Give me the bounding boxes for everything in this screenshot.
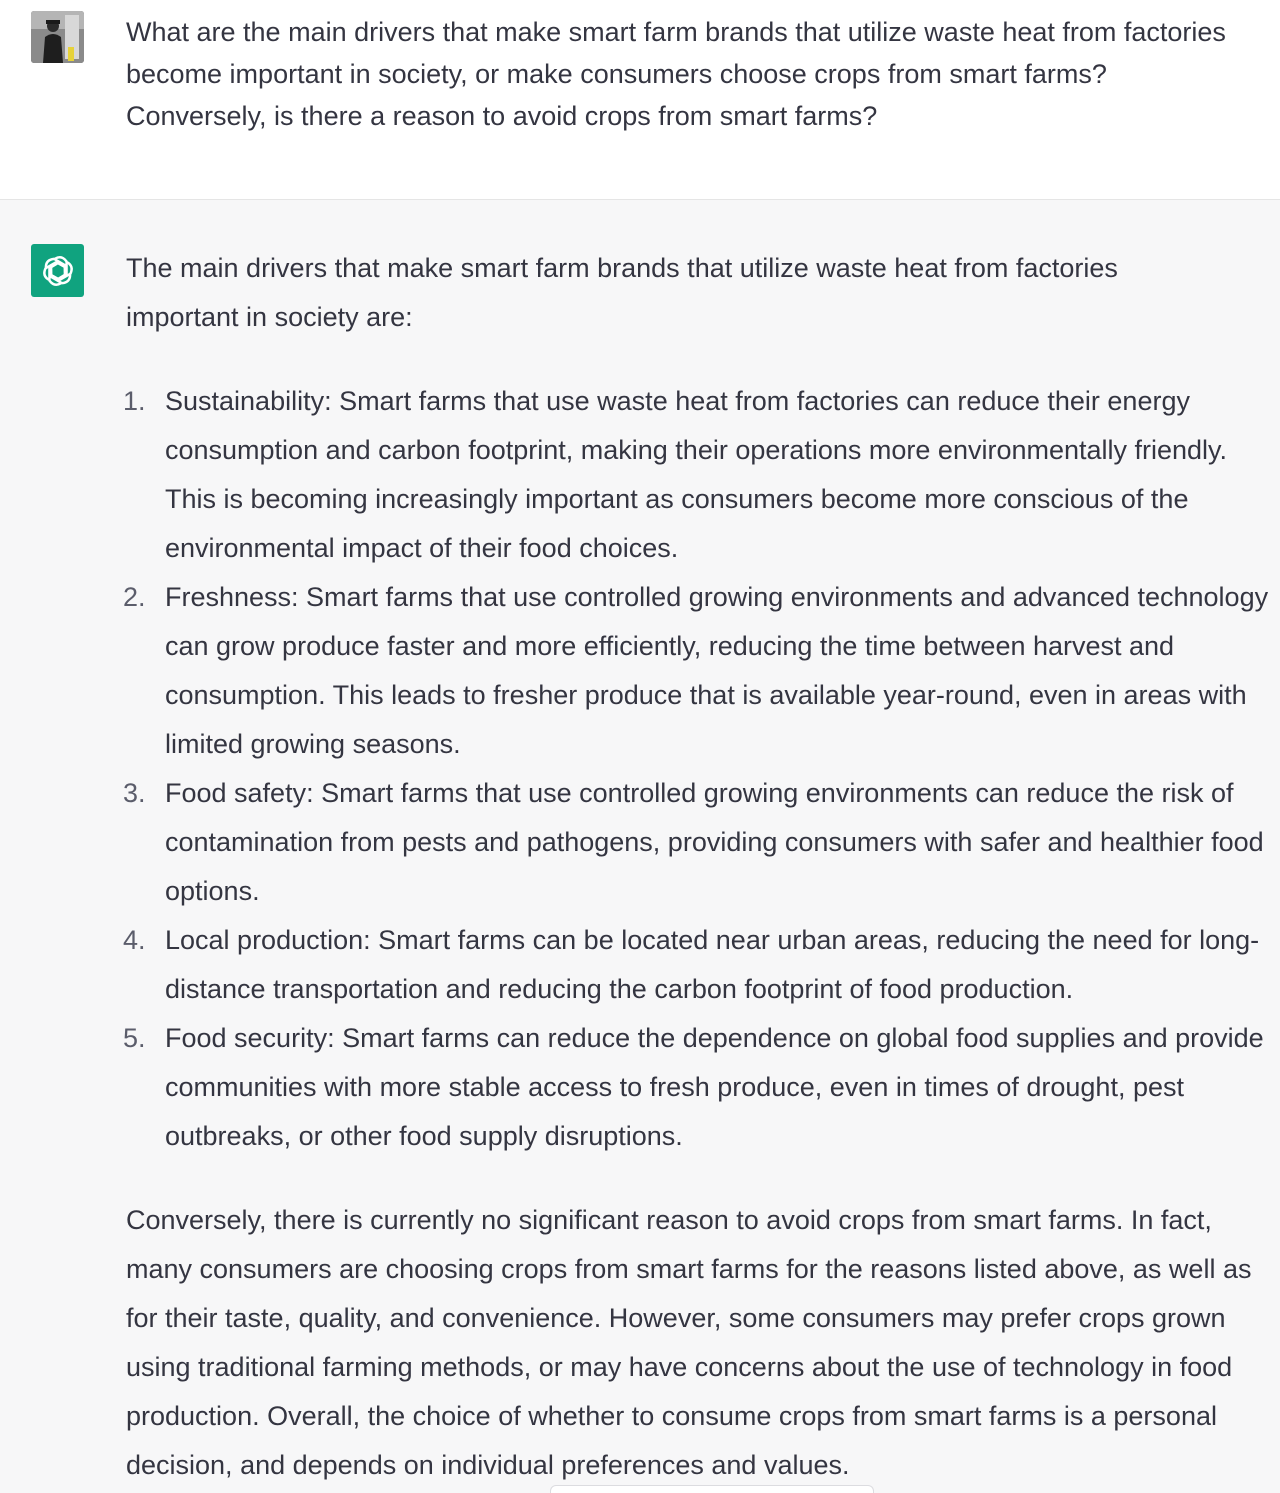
list-item	[123, 573, 1274, 769]
user-message-text: What are the main drivers that make smart farm brands that utilize waste heat from factories become important in society, or make consumers choose crops from smart farms? Conversely, is there a reason to avoid crops from smart farms?	[126, 17, 1226, 131]
user-avatar	[31, 11, 84, 63]
response-conclusion: Conversely, there is currently no significant reason to avoid crops from smart farms. In fact, many consumers are choosing crops from smart farms for the reasons listed above, as well as for their taste, quality, and convenience. However, some consumers may prefer crops grown using traditional farming methods, or may have concerns about the use of technology in food production. Overall, the choice of whether to consume crops from smart farms is a personal decision, and depends on individual preferences and values.	[126, 1205, 1252, 1480]
assistant-avatar	[31, 244, 84, 297]
list-item	[123, 916, 1274, 1014]
list-item-number: 3.	[123, 778, 146, 808]
list-item-text: Sustainability: Smart farms that use waste heat from factories can reduce their energy consumption and carbon footprint, making their operations more environmentally friendly. This is becoming increasingly important as consumers become more conscious of the environmental impact of their food choices.	[165, 386, 1228, 563]
assistant-message-content	[123, 244, 1274, 1490]
list-item-text: Food safety: Smart farms that use controlled growing environments can reduce the risk of contamination from pests and pathogens, providing consumers with safer and healthier food options.	[165, 778, 1264, 906]
list-item-number: 1.	[123, 386, 146, 416]
list-item-number: 5.	[123, 1023, 146, 1053]
drivers-list	[123, 377, 1274, 1161]
user-photo-icon	[31, 11, 84, 63]
response-intro: The main drivers that make smart farm brands that utilize waste heat from factories important in society are:	[126, 253, 1118, 332]
assistant-message	[0, 201, 1280, 1493]
list-item	[123, 769, 1274, 916]
list-item-text: Freshness: Smart farms that use controlled growing environments and advanced technology can grow produce faster and more efficiently, reducing the time between harvest and consumption. This leads to fresher produce that is available year-round, even in areas with limited growing seasons.	[165, 582, 1269, 759]
regenerate-button-edge[interactable]	[550, 1485, 874, 1493]
list-item-number: 2.	[123, 582, 146, 612]
list-item	[123, 377, 1274, 573]
list-item-text: Local production: Smart farms can be located near urban areas, reducing the need for long-distance transportation and reducing the carbon footprint of food production.	[165, 925, 1260, 1004]
openai-logo-icon	[39, 252, 77, 290]
list-item-text: Food security: Smart farms can reduce the dependence on global food supplies and provide communities with more stable access to fresh produce, even in times of drought, pest outbreaks, or other food supply disruptions.	[165, 1023, 1264, 1151]
user-message	[0, 0, 1280, 200]
list-item	[123, 1014, 1274, 1161]
list-item-number: 4.	[123, 925, 146, 955]
